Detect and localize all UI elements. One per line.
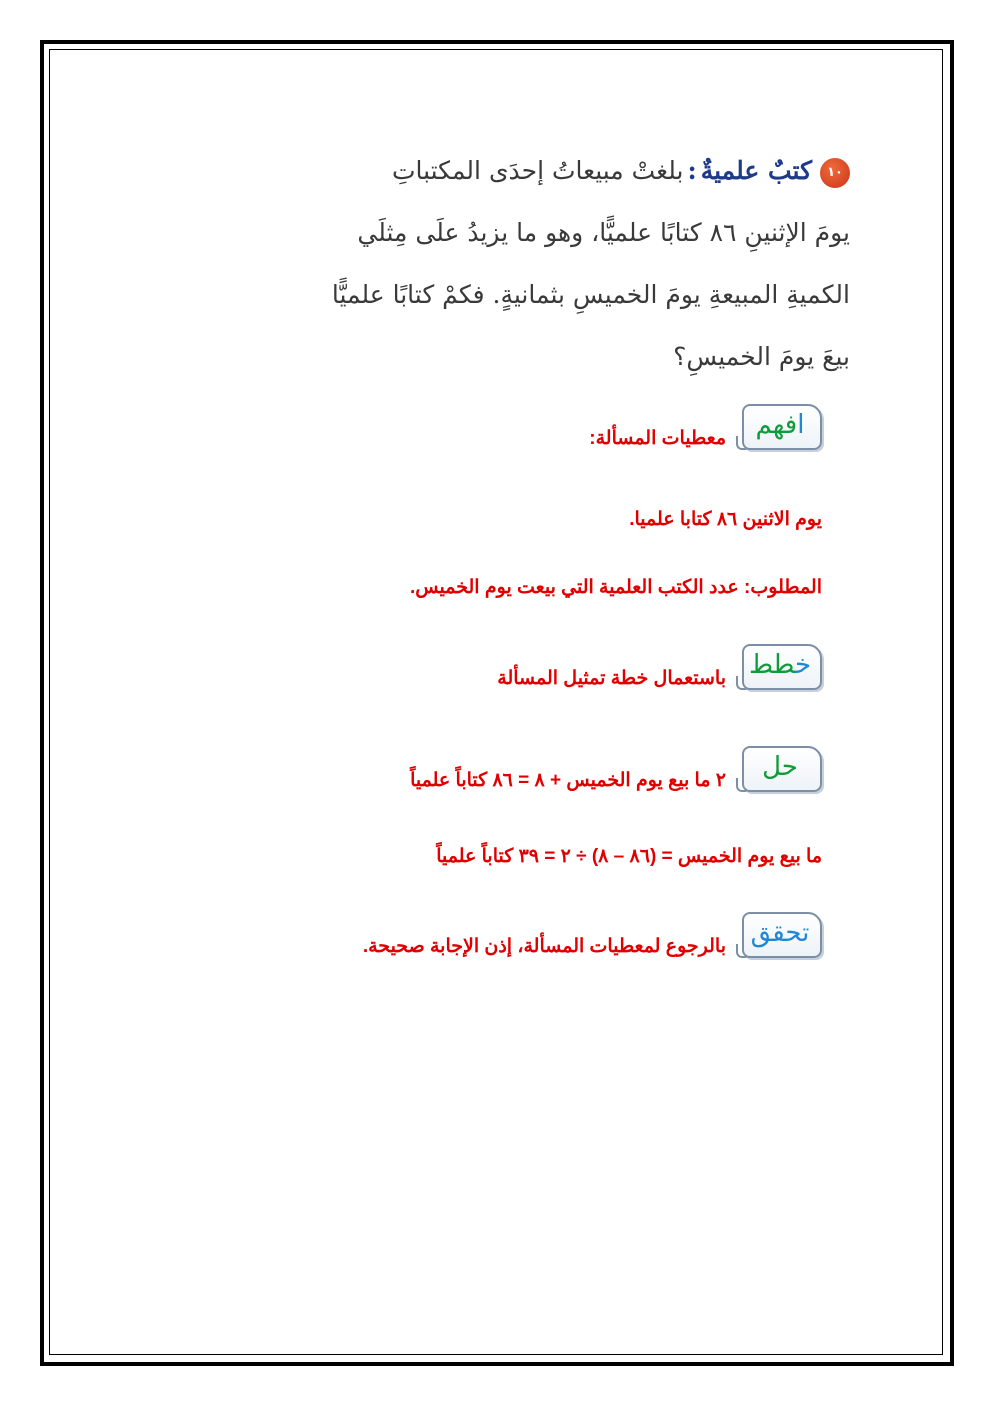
problem-title: كتبٌ علميةٌ [700,156,812,185]
solve-equation-2: ما بيع يوم الخميس = (٨٦ – ٨) ÷ ٢ = ٣٩ كتاباً علمياً [436,846,822,867]
check-text: بالرجوع لمعطيات المسألة، إذن الإجابة صحيحة. [362,936,726,957]
problem-statement [240,140,850,388]
given-line: يوم الاثنين ٨٦ كتابا علميا. [629,509,822,530]
problem-line-1 [240,140,850,202]
solve-stamp-icon: حل [736,744,822,792]
solve-row [410,744,822,792]
check-stamp-icon: تحقق [736,910,822,958]
understand-stamp-icon: افهم [736,402,822,450]
understand-heading: معطيات المسألة: [589,428,726,449]
problem-line-4: بيعَ يومَ الخميسِ؟ [673,342,850,371]
problem-number-badge: ١٠ [820,158,850,188]
problem-title-separator: : [687,156,697,185]
plan-text: باستعمال خطة تمثيل المسألة [497,668,726,689]
solve-equation-1: ٢ ما بيع يوم الخميس + ٨ = ٨٦ كتاباً علمياً [410,770,726,791]
plan-stamp-icon: خطط [736,642,822,690]
check-row [363,910,822,958]
required-line: المطلوب: عدد الكتب العلمية التي بيعت يوم الخميس. [410,577,822,598]
problem-line-3: الكميةِ المبيعةِ يومَ الخميسِ بثمانيةٍ. فكمْ كتابًا علميًّا [331,280,850,309]
problem-line-2: يومَ الإثنينِ ٨٦ كتابًا علميًّا، وهو ما يزيدُ علَى مِثلَي [357,218,850,247]
understand-row [589,402,822,450]
plan-row [497,642,822,690]
problem-text-1: بلغتْ مبيعاتُ إحدَى المكتباتِ [391,156,684,185]
